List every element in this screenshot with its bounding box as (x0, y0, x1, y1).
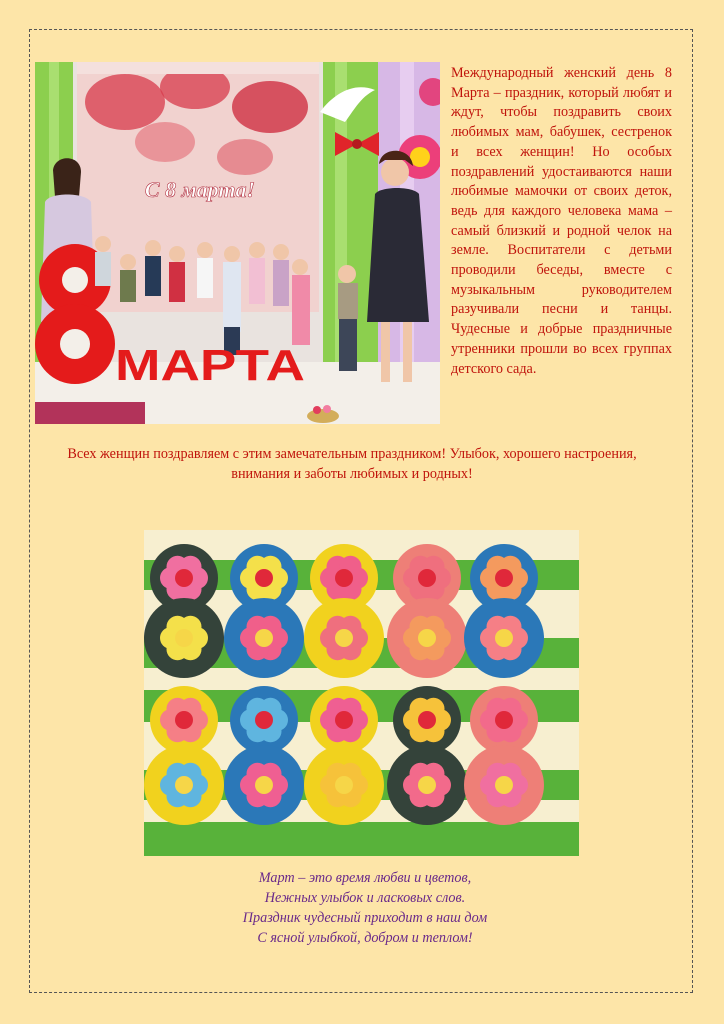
crafts-photo (144, 530, 579, 856)
poem-line: С ясной улыбкой, добром и теплом! (257, 930, 473, 946)
poem-line: Праздник чудесный приходит в наш дом (242, 910, 488, 926)
craft-eight (224, 544, 304, 678)
craft-eight (304, 544, 384, 678)
article-text: Международный женский день 8 Марта – праздник, который любят и ждут, чтобы поздравить своих любимых мам, бабушек, сестренок и всех женщин! Но особых поздравлений удостаиваются наши любимые мамочки от своих деток, ведь для каждого человека мама – самый близкий и родной челок на земле. Воспитатели с детьми проводили беседы, вместе с музыкальным руководителем разучивали песни и танцы. Чудесные и добрые праздничные утренники прошли во всех группах детского сада. (451, 65, 672, 377)
poem-line: Нежных улыбок и ласковых слов. (264, 890, 466, 906)
craft-eight (387, 544, 467, 678)
poem-line: Март – это время любви и цветов, (258, 870, 472, 886)
craft-eight (464, 544, 544, 678)
celebration-photo (35, 62, 440, 424)
screen-caption: С 8 марта! (144, 177, 256, 202)
craft-eight (144, 544, 224, 678)
greeting-text: Всех женщин поздравляем с этим замечательным праздником! Улыбок, хорошего настроения, внимания и заботы любимых и родных! (67, 446, 637, 482)
poem (180, 868, 550, 948)
marta-letters: МАРТА (115, 341, 305, 390)
